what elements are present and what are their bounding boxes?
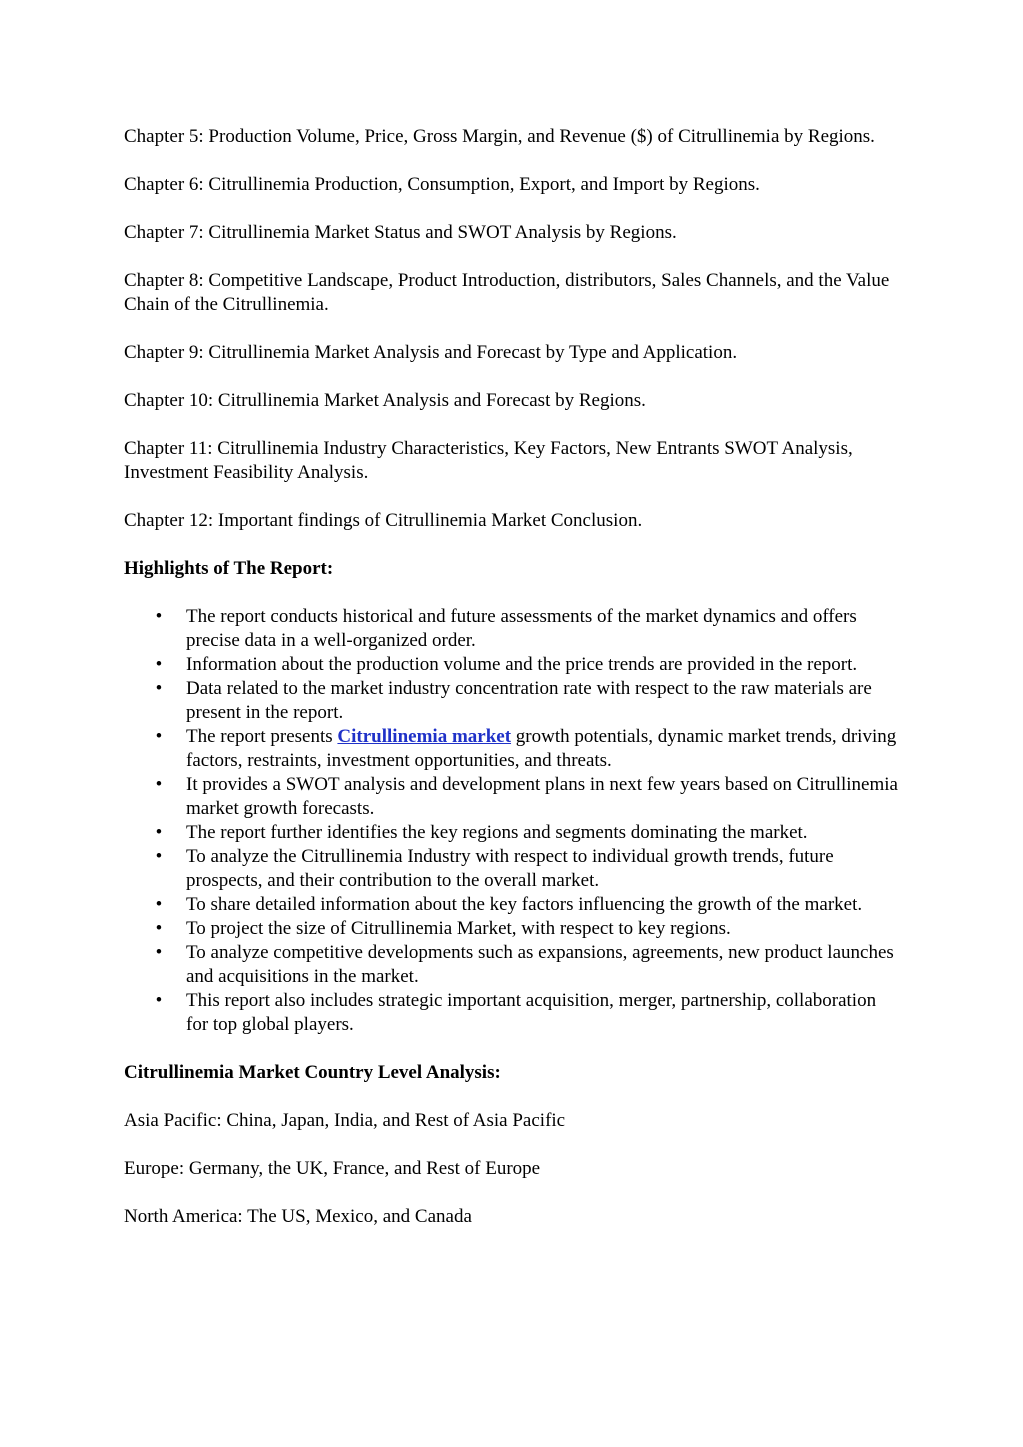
region-europe: Europe: Germany, the UK, France, and Rest of Europe xyxy=(124,1158,541,1179)
list-item xyxy=(155,677,899,725)
list-item-text: The report conducts historical and future assessments of the market dynamics and offers precise data in a well-organized order. xyxy=(186,606,857,651)
list-item-text: Data related to the market industry concentration rate with respect to the raw materials are present in the report. xyxy=(186,678,872,723)
bullet-icon: • xyxy=(155,990,163,1011)
list-item-text: To analyze the Citrullinemia Industry with respect to individual growth trends, future prospects, and their contribution to the overall market. xyxy=(186,846,834,891)
chapter-11: Chapter 11: Citrullinemia Industry Characteristics, Key Factors, New Entrants SWOT Analysis, Investment Feasibility Analysis. xyxy=(124,438,853,483)
list-item-text: To project the size of Citrullinemia Market, with respect to key regions. xyxy=(186,918,731,939)
list-item xyxy=(155,653,899,677)
highlights-list xyxy=(124,605,899,1037)
chapter-7: Chapter 7: Citrullinemia Market Status and SWOT Analysis by Regions. xyxy=(124,222,677,243)
bullet-icon: • xyxy=(155,894,163,915)
region-north-america: North America: The US, Mexico, and Canada xyxy=(124,1206,472,1227)
bullet-icon: • xyxy=(155,678,163,699)
bullet-icon: • xyxy=(155,726,163,747)
list-item-text-after: growth potentials, dynamic market trends, driving factors, restraints, investment opportunities, and threats. xyxy=(186,726,897,771)
list-item-text: To share detailed information about the key factors influencing the growth of the market. xyxy=(186,894,863,915)
list-item xyxy=(155,845,899,893)
bullet-icon: • xyxy=(155,942,163,963)
region-asia-pacific: Asia Pacific: China, Japan, India, and Rest of Asia Pacific xyxy=(124,1110,566,1131)
list-item xyxy=(155,725,899,773)
list-item-text-before: The report presents xyxy=(186,726,338,747)
list-item-text: To analyze competitive developments such as expansions, agreements, new product launches and acquisitions in the market. xyxy=(186,942,894,987)
chapter-8: Chapter 8: Competitive Landscape, Product Introduction, distributors, Sales Channels, and the Value Chain of the Citrullinemia. xyxy=(124,270,890,315)
bullet-icon: • xyxy=(155,822,163,843)
bullet-icon: • xyxy=(155,606,163,627)
list-item-text: It provides a SWOT analysis and development plans in next few years based on Citrullinemia market growth forecasts. xyxy=(186,774,898,819)
list-item xyxy=(155,917,899,941)
list-item-text: This report also includes strategic important acquisition, merger, partnership, collaboration for top global players. xyxy=(186,990,877,1035)
chapter-10: Chapter 10: Citrullinemia Market Analysis and Forecast by Regions. xyxy=(124,390,646,411)
chapter-12: Chapter 12: Important findings of Citrullinemia Market Conclusion. xyxy=(124,510,643,531)
list-item xyxy=(155,893,899,917)
list-item xyxy=(155,605,899,653)
document-page xyxy=(124,125,899,1253)
country-analysis-heading: Citrullinemia Market Country Level Analysis: xyxy=(124,1062,501,1083)
citrullinemia-market-link[interactable]: Citrullinemia market xyxy=(337,726,512,747)
bullet-icon: • xyxy=(155,918,163,939)
bullet-icon: • xyxy=(155,846,163,867)
list-item-text: The report further identifies the key regions and segments dominating the market. xyxy=(186,822,808,843)
bullet-icon: • xyxy=(155,654,163,675)
list-item xyxy=(155,941,899,989)
chapter-9: Chapter 9: Citrullinemia Market Analysis and Forecast by Type and Application. xyxy=(124,342,738,363)
list-item xyxy=(155,773,899,821)
list-item-text: Information about the production volume and the price trends are provided in the report. xyxy=(186,654,858,675)
chapter-6: Chapter 6: Citrullinemia Production, Consumption, Export, and Import by Regions. xyxy=(124,174,760,195)
list-item xyxy=(155,989,899,1037)
list-item xyxy=(155,821,899,845)
highlights-heading: Highlights of The Report: xyxy=(124,558,334,579)
bullet-icon: • xyxy=(155,774,163,795)
chapter-5: Chapter 5: Production Volume, Price, Gross Margin, and Revenue ($) of Citrullinemia by Regions. xyxy=(124,126,875,147)
